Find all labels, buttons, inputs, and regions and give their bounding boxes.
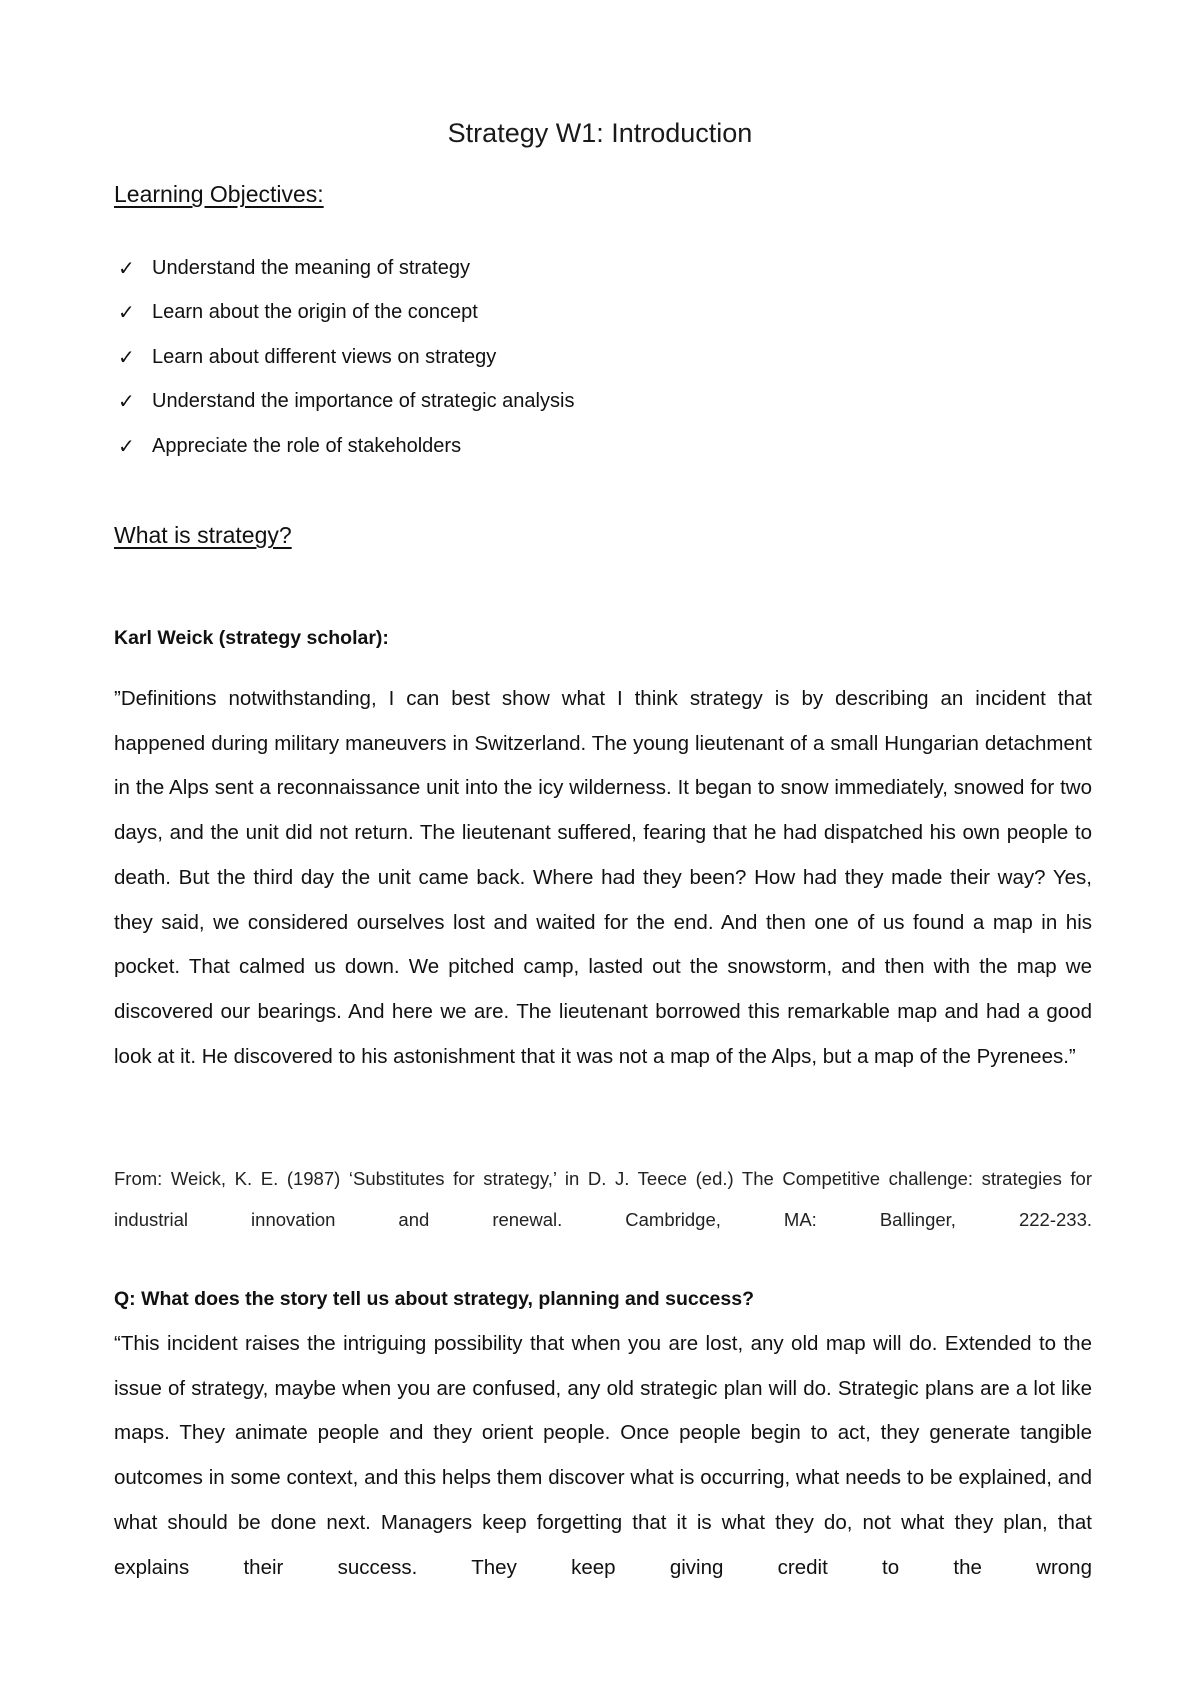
source-citation: From: Weick, K. E. (1987) ‘Substitutes for strategy,’ in D. J. Teece (ed.) The Competitive challenge: strategies for industrial innovation and renewal. Cambridge, MA: Ballinger, 222-233. xyxy=(114,1168,1092,1230)
list-item xyxy=(118,246,574,291)
check-icon: ✓ xyxy=(118,435,135,458)
objective-text: Understand the importance of strategic analysis xyxy=(152,390,575,413)
objectives-list xyxy=(118,246,574,469)
page-title: Strategy W1: Introduction xyxy=(447,118,753,148)
check-icon: ✓ xyxy=(118,302,135,325)
check-icon: ✓ xyxy=(118,346,135,369)
list-item xyxy=(118,380,574,425)
scholar-label: Karl Weick (strategy scholar): xyxy=(114,627,389,649)
answer-paragraph: “This incident raises the intriguing possibility that when you are lost, any old map will do. Extended to the issue of strategy, maybe when you are confused, any old strategic plan will do. Strategic plans are a lot like maps. They animate people and they orient people. Once people begin to act, they generate tangible outcomes in some context, and this helps them discover what is occurring, what needs to be explained, and what should be done next. Managers keep forgetting that it is what they do, not what they plan, that explains their success. They keep giving credit to the wrong xyxy=(114,1332,1092,1579)
check-icon: ✓ xyxy=(118,391,135,414)
quote-paragraph: ”Definitions notwithstanding, I can best show what I think strategy is by describing an incident that happened during military maneuvers in Switzerland. The young lieutenant of a small Hungarian detachment in the Alps sent a reconnaissance unit into the icy wilderness. It began to snow immediately, snowed for two days, and the unit did not return. The lieutenant suffered, fearing that he had dispatched his own people to death. But the third day the unit came back. Where had they been? How had they made their way? Yes, they said, we considered ourselves lost and waited for the end. And then one of us found a map in his pocket. That calmed us down. We pitched camp, lasted out the snowstorm, and then with the map we discovered our bearings. And here we are. The lieutenant borrowed this remarkable map and had a good look at it. He discovered to his astonishment that it was not a map of the Alps, but a map of the Pyrenees.” xyxy=(114,687,1092,1068)
objective-text: Understand the meaning of strategy xyxy=(152,256,470,279)
objective-text: Appreciate the role of stakeholders xyxy=(152,434,462,457)
list-item xyxy=(118,291,574,336)
question-heading: Q: What does the story tell us about strategy, planning and success? xyxy=(114,1288,754,1310)
list-item xyxy=(118,424,574,469)
objective-text: Learn about different views on strategy xyxy=(152,345,497,368)
objective-text: Learn about the origin of the concept xyxy=(152,301,478,324)
objectives-heading: Learning Objectives: xyxy=(114,181,324,207)
list-item xyxy=(118,335,574,380)
section-heading: What is strategy? xyxy=(114,522,292,548)
check-icon: ✓ xyxy=(118,257,135,280)
